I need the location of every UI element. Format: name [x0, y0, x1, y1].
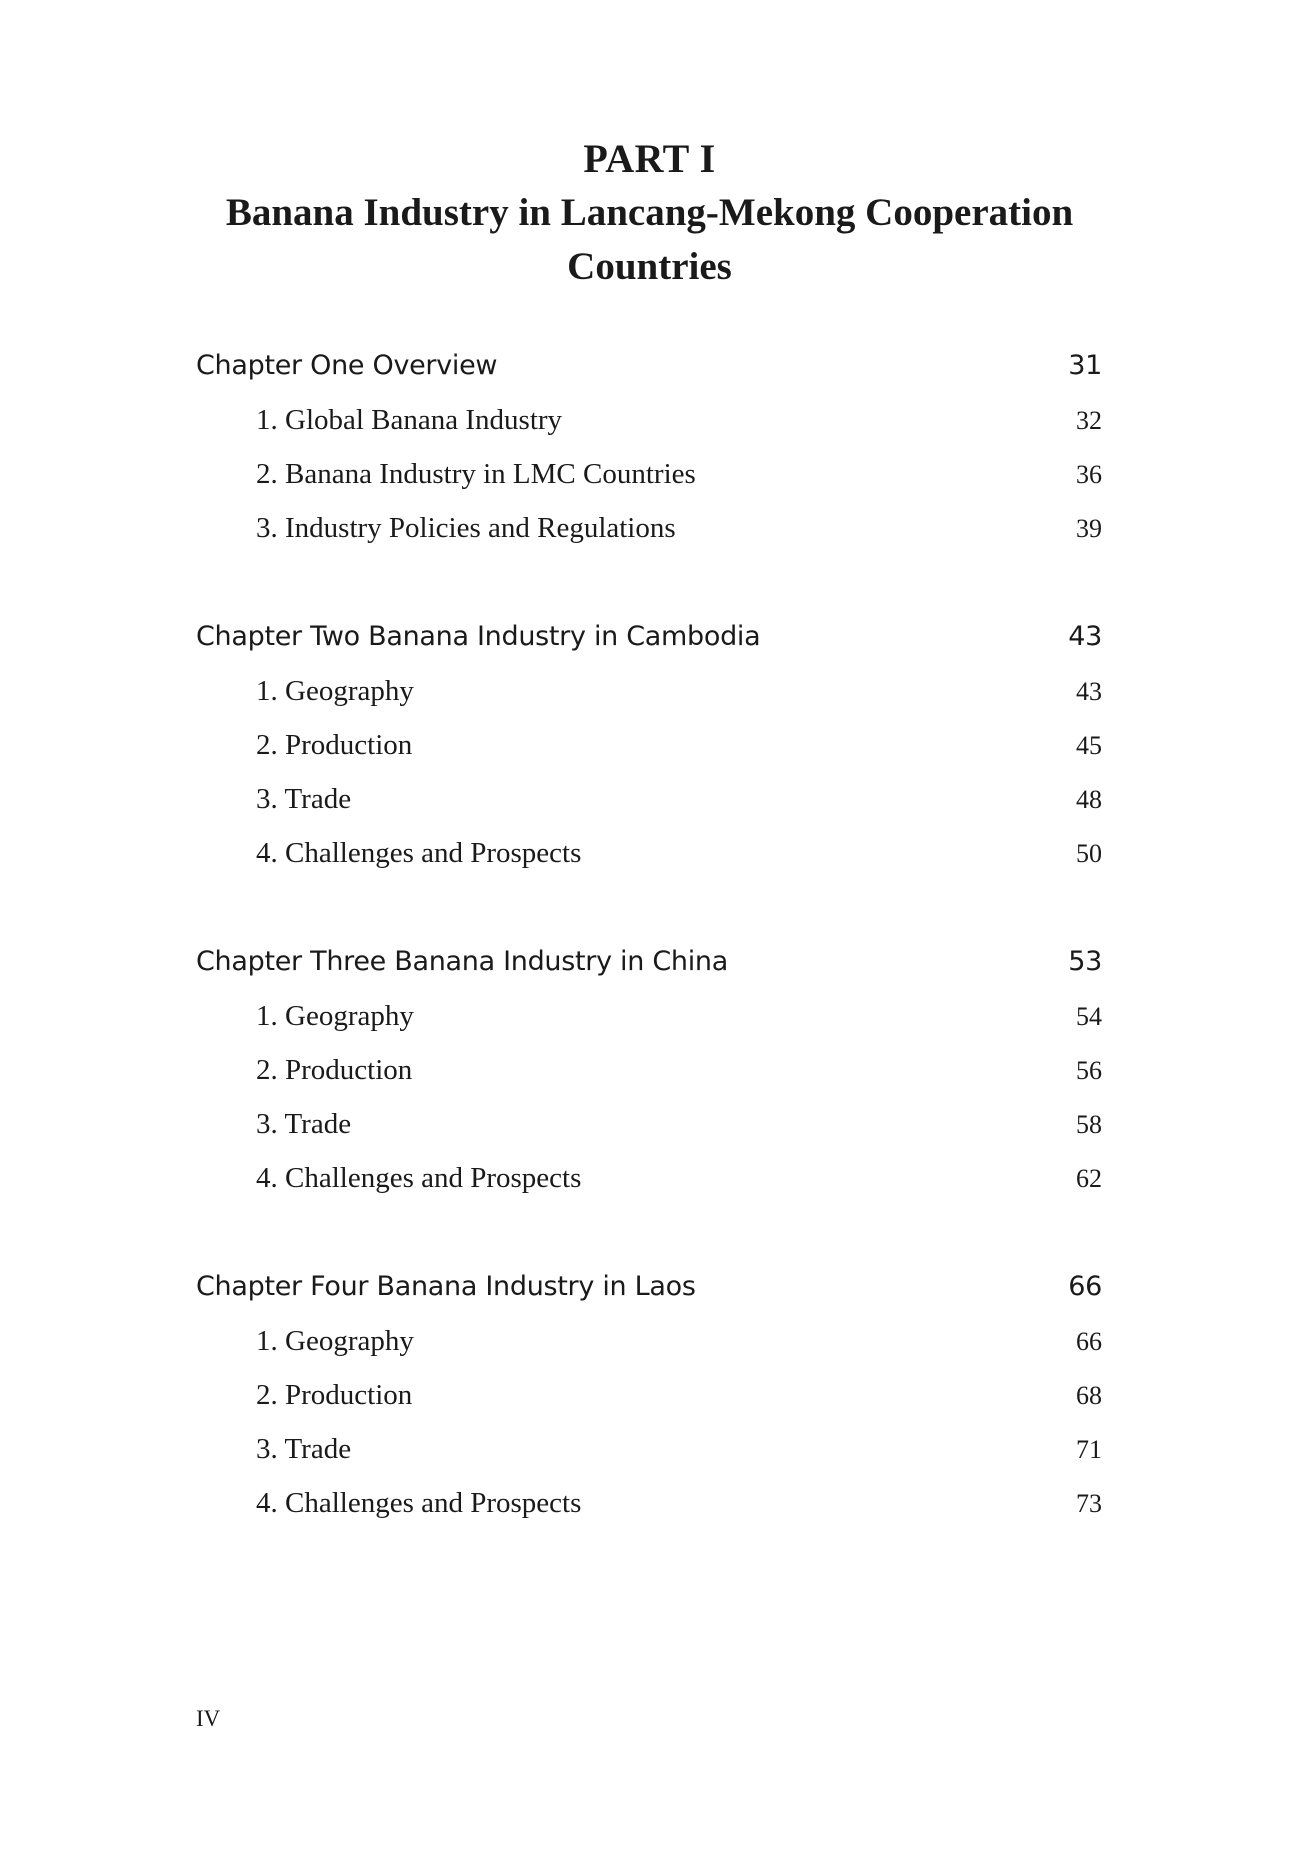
chapter-title: Chapter Three Banana Industry in China [196, 946, 728, 977]
section-page-number: 36 [1076, 460, 1102, 489]
section-title: 3. Trade [256, 1433, 352, 1465]
section-title: 3. Trade [256, 1108, 352, 1140]
chapter-entry[interactable] [196, 946, 1102, 1000]
section-page-number: 71 [1076, 1435, 1102, 1464]
part-title-line-1: Banana Industry in Lancang-Mekong Cooperation [225, 191, 1074, 234]
chapter-entry[interactable] [196, 1271, 1102, 1325]
section-title: 1. Geography [256, 675, 414, 707]
toc-chapter-one [196, 350, 1102, 566]
section-page-number: 62 [1076, 1164, 1102, 1193]
section-page-number: 39 [1076, 514, 1102, 543]
chapter-title: Chapter Four Banana Industry in Laos [196, 1271, 696, 1302]
section-entry[interactable] [196, 1108, 1102, 1162]
section-page-number: 68 [1076, 1381, 1102, 1410]
chapter-title: Chapter Two Banana Industry in Cambodia [196, 621, 761, 652]
chapter-entry[interactable] [196, 621, 1102, 675]
chapter-title: Chapter One Overview [196, 350, 498, 381]
section-title: 4. Challenges and Prospects [256, 1487, 582, 1519]
part-title-line-2: Countries [567, 245, 732, 288]
section-title: 2. Production [256, 729, 413, 761]
section-entry[interactable] [196, 1054, 1102, 1108]
section-page-number: 58 [1076, 1110, 1102, 1139]
section-entry[interactable] [196, 1379, 1102, 1433]
section-title: 3. Trade [256, 783, 352, 815]
section-title: 2. Production [256, 1054, 413, 1086]
section-title: 1. Geography [256, 1325, 414, 1357]
chapter-page-number: 66 [1068, 1271, 1102, 1302]
chapter-page-number: 43 [1068, 621, 1102, 652]
section-entry[interactable] [196, 783, 1102, 837]
section-title: 2. Banana Industry in LMC Countries [256, 458, 696, 490]
section-entry[interactable] [196, 1325, 1102, 1379]
section-page-number: 56 [1076, 1056, 1102, 1085]
section-page-number: 43 [1076, 677, 1102, 706]
section-title: 1. Global Banana Industry [256, 404, 563, 436]
section-page-number: 45 [1076, 731, 1102, 760]
chapter-page-number: 31 [1068, 350, 1102, 381]
section-entry[interactable] [196, 1487, 1102, 1541]
section-entry[interactable] [196, 404, 1102, 458]
section-entry[interactable] [196, 1162, 1102, 1216]
section-title: 3. Industry Policies and Regulations [256, 512, 676, 544]
part-label: PART I [583, 136, 716, 181]
page-number-footer: IV [196, 1706, 221, 1731]
section-title: 4. Challenges and Prospects [256, 1162, 582, 1194]
section-entry[interactable] [196, 458, 1102, 512]
section-page-number: 32 [1076, 406, 1102, 435]
section-page-number: 54 [1076, 1002, 1102, 1031]
section-page-number: 66 [1076, 1327, 1102, 1356]
table-of-contents [196, 350, 1102, 1596]
chapter-entry[interactable] [196, 350, 1102, 404]
toc-chapter-two [196, 621, 1102, 891]
section-title: 2. Production [256, 1379, 413, 1411]
section-title: 1. Geography [256, 1000, 414, 1032]
section-entry[interactable] [196, 729, 1102, 783]
toc-chapter-three [196, 946, 1102, 1216]
section-page-number: 50 [1076, 839, 1102, 868]
section-page-number: 48 [1076, 785, 1102, 814]
section-entry[interactable] [196, 1433, 1102, 1487]
section-page-number: 73 [1076, 1489, 1102, 1518]
chapter-page-number: 53 [1068, 946, 1102, 977]
section-title: 4. Challenges and Prospects [256, 837, 582, 869]
toc-chapter-four [196, 1271, 1102, 1541]
section-entry[interactable] [196, 675, 1102, 729]
part-heading [0, 132, 1299, 294]
section-entry[interactable] [196, 512, 1102, 566]
section-entry[interactable] [196, 837, 1102, 891]
section-entry[interactable] [196, 1000, 1102, 1054]
